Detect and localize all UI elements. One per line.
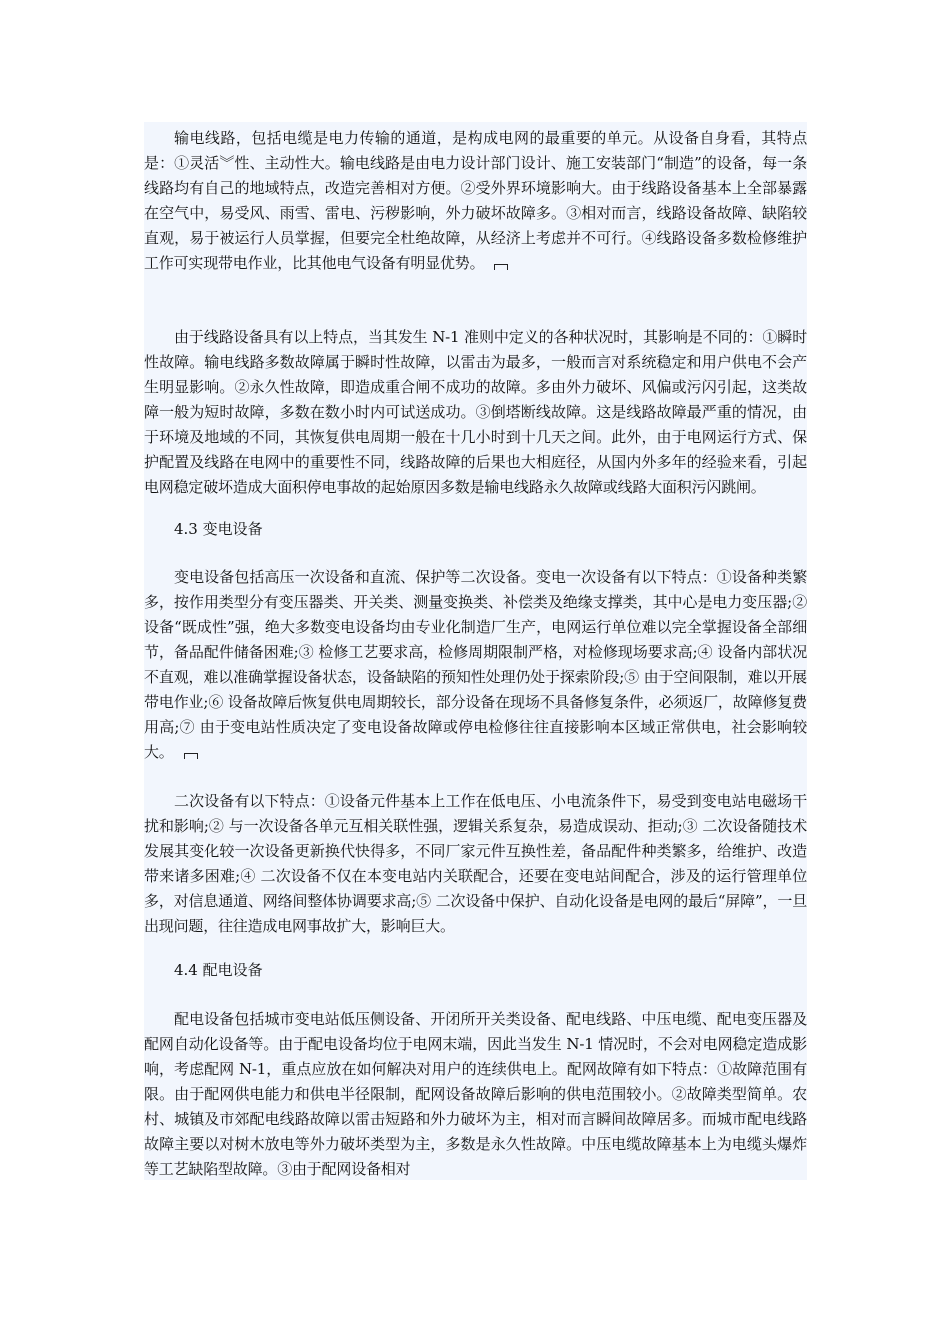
section-heading-distribution: 4.4 配电设备 [174,961,263,979]
paragraph-text: 输电线路，包括电缆是电力传输的通道，是构成电网的最重要的单元。从设备自身看，其特点是：①灵活︾性、主动性大。输电线路是由电力设计部门设计、施工安装部门“制造”的设备，每一条线路均有自己的地域特点，改造完善相对方便。②受外界环境影响大。由于线路设备基本上全部暴露在空气中，易受风、雨雪、雷电、污秽影响，外力破坏故障多。③相对而言，线路设备故障、缺陷较直观，易于被运行人员掌握，但要完全杜绝故障，从经济上考虑并不可行。④线路设备多数检修维护工作可实现带电作业，比其他电气设备有明显优势。 [144,129,807,272]
paragraph-secondary-equipment: 二次设备有以下特点：①设备元件基本上工作在低电压、小电流条件下，易受到变电站电磁场干扰和影响;② 与一次设备各单元互相关联性强，逻辑关系复杂，易造成误动、拒动;③ 二次设备随技术发展其变化较一次设备更新换代快得多，不同厂家元件互换性差，备品配件种类繁多，给维护、改造带来诸多困难;④ 二次设备不仅在本变电站内关联配合，还要在变电站间配合，涉及的运行管理单位多，对信息通道、网络间整体协调要求高;⑤ 二次设备中保护、自动化设备是电网的最后“屏障”，一旦出现问题，往往造成电网事故扩大，影响巨大。 [144,792,807,935]
paragraph-end-mark [184,753,198,759]
paragraph-text: 变电设备包括高压一次设备和直流、保护等二次设备。变电一次设备有以下特点：①设备种类繁多，按作用类型分有变压器类、开关类、测量变换类、补偿类及绝缘支撑类，其中心是电力变压器;② 设备“既成性”强，绝大多数变电设备均由专业化制造厂生产，电网运行单位难以完全掌握设备全部细节，备品配件储备困难;③ 检修工艺要求高，检修周期限制严格，对检修现场要求高;④ 设备内部状况不直观，难以准确掌握设备状态，设备缺陷的预知性处理仍处于探索阶段;⑤ 由于空间限制，难以开展带电作业;⑥ 设备故障后恢复供电周期较长，部分设备在现场不具备修复条件，必须返厂，故障修复费用高;⑦ 由于变电站性质决定了变电设备故障或停电检修往往直接影响本区域正常供电，社会影响较大。 [144,568,807,761]
paragraph-end-mark [494,264,508,270]
paragraph-line-fault-impact: 由于线路设备具有以上特点，当其发生 N-1 准则中定义的各种状况时，其影响是不同的：①瞬时性故障。输电线路多数故障属于瞬时性故障，以雷击为最多，一般而言对系统稳定和用户供电不会产生明显影响。②永久性故障，即造成重合闸不成功的故障。多由外力破坏、风偏或污闪引起，这类故障一般为短时故障，多数在数小时内可试送成功。③倒塔断线故障。这是线路故障最严重的情况，由于环境及地域的不同，其恢复供电周期一般在十几小时到十几天之间。此外，由于电网运行方式、保护配置及线路在电网中的重要性不同，线路故障的后果也大相庭径，从国内外多年的经验来看，引起电网稳定破坏造成大面积停电事故的起始原因多数是输电线路永久故障或线路大面积污闪跳闸。 [144,328,807,496]
paragraph-substation-equipment [144,565,807,765]
paragraph-transmission-lines [144,126,807,276]
paragraph-distribution-equipment: 配电设备包括城市变电站低压侧设备、开闭所开关类设备、配电线路、中压电缆、配电变压器及配网自动化设备等。由于配电设备均位于电网末端，因此当发生 N-1 情况时，不会对电网稳定造成影响，考虑配网 N-1，重点应放在如何解决对用户的连续供电上。配网故障有如下特点：①故障范围有限。由于配网供电能力和供电半径限制，配网设备故障后影响的供电范围较小。②故障类型简单。农村、城镇及市郊配电线路故障以雷击短路和外力破坏为主，相对而言瞬间故障居多。而城市配电线路故障主要以对树木放电等外力破坏类型为主，多数是永久性故障。中压电缆故障基本上为电缆头爆炸等工艺缺陷型故障。③由于配网设备相对 [144,1010,807,1178]
section-heading-substation: 4.3 变电设备 [174,520,263,538]
